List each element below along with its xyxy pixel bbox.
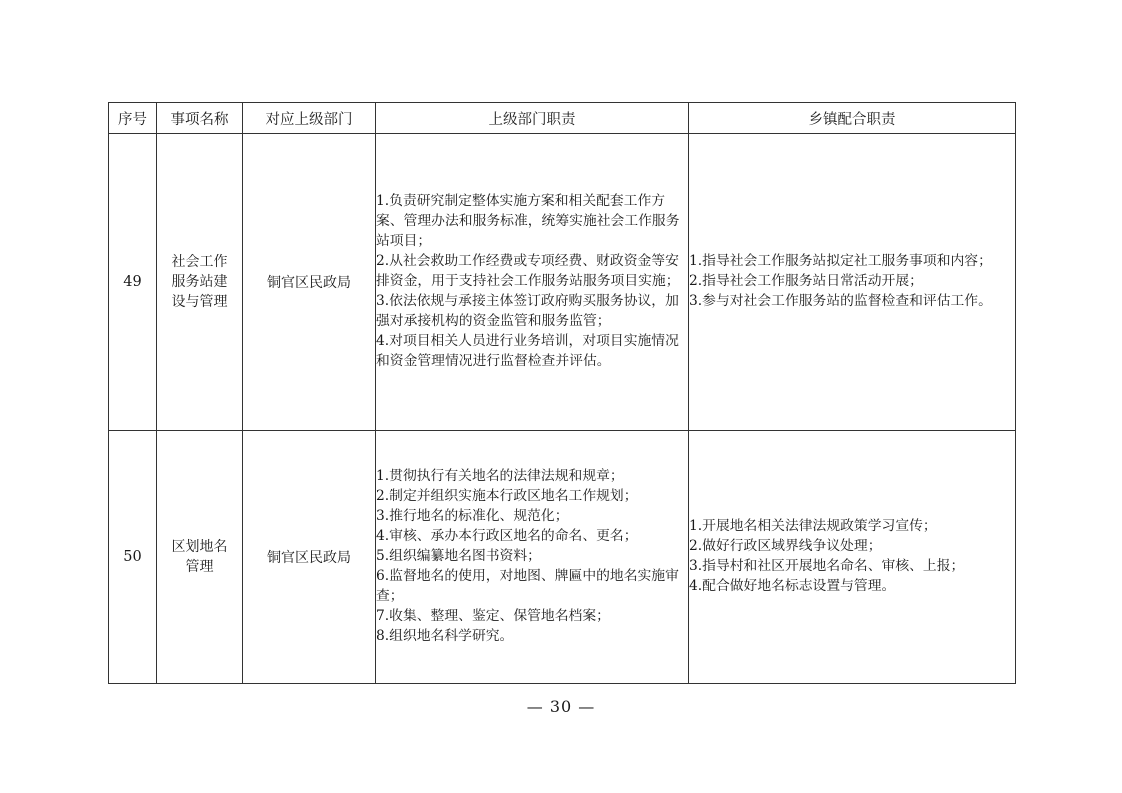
- duty-item: 4.审核、承办本行政区地名的命名、更名；: [376, 528, 638, 545]
- row-seq: 50: [109, 431, 157, 684]
- header-town-duties: 乡镇配合职责: [689, 103, 1016, 134]
- duty-item: 1.指导社会工作服务站拟定社工服务事项和内容；: [689, 253, 992, 270]
- duty-item: 2.指导社会工作服务站日常活动开展；: [689, 273, 923, 290]
- duty-item: 1.负责研究制定整体实施方案和相关配套工作方案、管理办法和服务标准，统筹实施社会工作服务站项目；: [376, 193, 680, 250]
- header-superior-dept: 对应上级部门: [243, 103, 376, 134]
- row-town-duties: [689, 134, 1016, 431]
- row-dept: 铜官区民政局: [243, 134, 376, 431]
- item-name-line: 社会工作: [171, 254, 228, 270]
- duty-item: 2.制定并组织实施本行政区地名工作规划；: [376, 488, 638, 505]
- header-item-name: 事项名称: [157, 103, 243, 134]
- table-row: [109, 431, 1016, 684]
- duty-item: 4.配合做好地名标志设置与管理。: [689, 577, 896, 594]
- item-name-line: 区划地名: [171, 539, 228, 555]
- duty-item: 1.开展地名相关法律法规政策学习宣传；: [689, 518, 937, 535]
- table-header-row: [109, 103, 1016, 134]
- duty-item: 4.对项目相关人员进行业务培训，对项目实施情况和资金管理情况进行监督检查并评估。: [376, 332, 679, 369]
- duty-item: 5.组织编纂地名图书资料；: [376, 548, 541, 565]
- item-name-line: 服务站建: [171, 274, 228, 290]
- table-row: [109, 134, 1016, 431]
- duty-item: 2.做好行政区域界线争议处理；: [689, 538, 882, 555]
- duty-item: 3.指导村和社区开展地名命名、审核、上报；: [689, 558, 965, 574]
- duty-table: [108, 102, 1016, 684]
- duty-item: 1.贯彻执行有关地名的法律法规和规章；: [376, 468, 624, 485]
- row-seq: 49: [109, 134, 157, 431]
- duty-item: 3.推行地名的标准化、规范化；: [376, 508, 569, 525]
- row-town-duties: [689, 431, 1016, 684]
- duty-item: 3.依法依规与承接主体签订政府购买服务协议，加强对承接机构的资金监管和服务监管；: [376, 292, 679, 329]
- item-name-line: 管理: [185, 559, 214, 575]
- header-seq: 序号: [109, 103, 157, 134]
- duty-item: 8.组织地名科学研究。: [376, 627, 514, 644]
- header-superior-duties: 上级部门职责: [376, 103, 689, 134]
- row-item-name: [157, 431, 243, 684]
- row-item-name: [157, 134, 243, 431]
- row-superior-duties: [376, 431, 689, 684]
- row-dept: 铜官区民政局: [243, 431, 376, 684]
- duty-item: 6.监督地名的使用，对地图、牌匾中的地名实施审查；: [376, 567, 679, 604]
- page-number: — 30 —: [526, 697, 596, 716]
- duty-item: 7.收集、整理、鉴定、保管地名档案；: [376, 607, 610, 624]
- row-superior-duties: [376, 134, 689, 431]
- item-name-line: 设与管理: [171, 294, 228, 310]
- duty-item: 3.参与对社会工作服务站的监督检查和评估工作。: [689, 292, 992, 309]
- duty-item: 2.从社会救助工作经费或专项经费、财政资金等安排资金，用于支持社会工作服务站服务项目实施；: [376, 253, 680, 290]
